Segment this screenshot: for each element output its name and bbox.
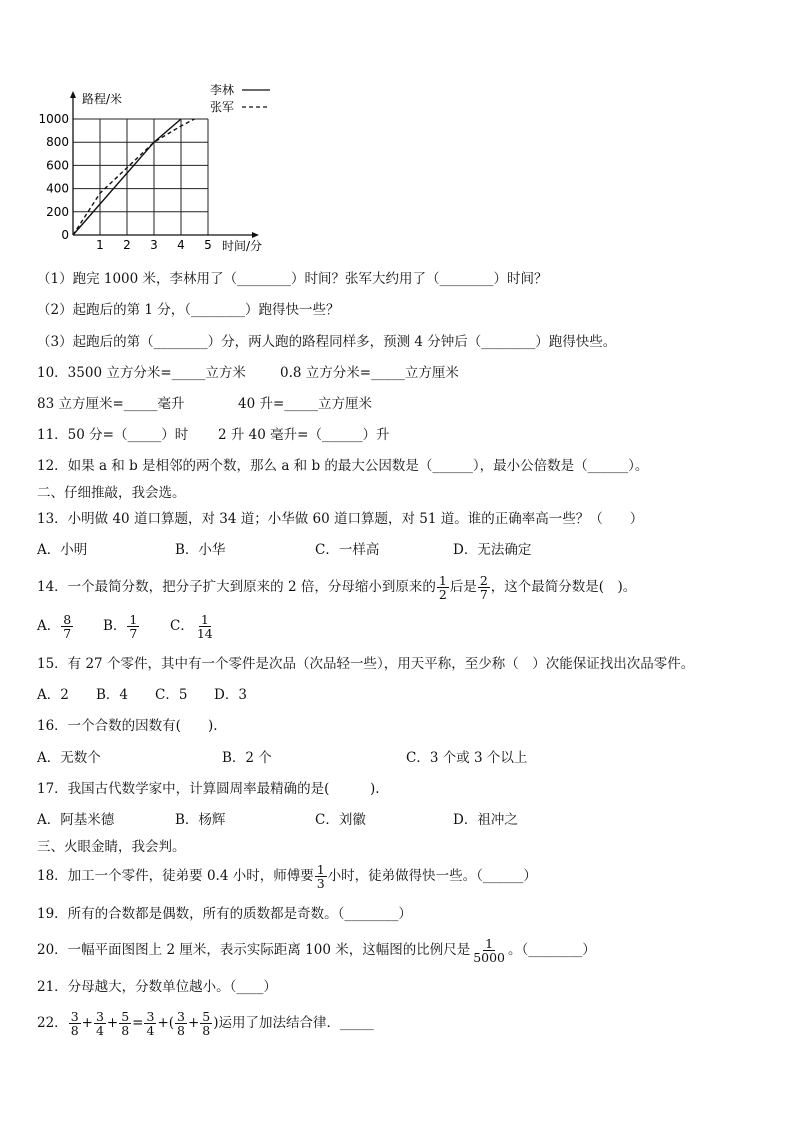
q14-option-b bbox=[103, 611, 140, 641]
q22-fraction-e-numerator: 3 bbox=[177, 1009, 185, 1024]
q13-option-a: A．小明 bbox=[37, 542, 88, 558]
q15-text: 15．有 27 个零件，其中有一个零件是次品（次品轻一些），用天平称，至少称（ ）次能保证找出次品零件。 bbox=[37, 656, 695, 672]
q22-fraction-e bbox=[175, 1010, 187, 1037]
x-tick-label: 4 bbox=[177, 238, 185, 252]
x-tick-label: 1 bbox=[96, 238, 104, 252]
q14-fraction-2-numerator: 2 bbox=[479, 573, 488, 588]
q22-fraction-c-denominator: 8 bbox=[121, 1023, 130, 1038]
q22-fraction-d bbox=[144, 1010, 156, 1037]
q18-text-part1: 18．加工一个零件，徒弟要 0.4 小时，师傅要 bbox=[37, 868, 314, 884]
q14-fraction-1 bbox=[437, 574, 449, 601]
x-tick-label: 3 bbox=[150, 238, 158, 252]
q18-fraction bbox=[315, 863, 327, 890]
q22-op-2: + bbox=[106, 1015, 119, 1031]
q14-option-a-label: A． bbox=[37, 618, 61, 634]
q14-text-part1: 14．一个最简分数，把分子扩大到原来的 2 倍，分母缩小到原来的 bbox=[37, 579, 436, 595]
q17-option-d: D．祖冲之 bbox=[453, 812, 518, 828]
q22-fraction-c bbox=[119, 1010, 131, 1037]
q22-fraction-a-numerator: 3 bbox=[70, 1009, 79, 1024]
q22-fraction-b bbox=[94, 1010, 106, 1037]
q18-fraction-numerator: 1 bbox=[316, 862, 325, 877]
q17-text: 17．我国古代数学家中，计算圆周率最精确的是( ). bbox=[37, 781, 380, 797]
y-tick-label: 1000 bbox=[38, 112, 69, 126]
q22-fraction-a bbox=[69, 1010, 81, 1037]
q15-option-d: D．3 bbox=[214, 687, 247, 703]
q14-option-a bbox=[37, 611, 74, 641]
distance-time-chart bbox=[30, 80, 290, 260]
q22-op-close: ) bbox=[213, 1015, 219, 1031]
q20-fraction-denominator: 5000 bbox=[473, 950, 506, 965]
q16-option-b: B．2 个 bbox=[222, 750, 272, 766]
x-tick-label: 2 bbox=[123, 238, 131, 252]
q22 bbox=[37, 1008, 374, 1038]
y-tick-label: 400 bbox=[46, 181, 69, 196]
q14-option-b-numerator: 1 bbox=[129, 612, 138, 627]
x-tick-label: 5 bbox=[204, 238, 212, 252]
q9-part3: （3）起跑后的第（________）分，两人跑的路程同样多，预测 4 分钟后（________）跑得快些。 bbox=[37, 334, 617, 350]
q22-fraction-c-numerator: 5 bbox=[121, 1009, 130, 1024]
q14-option-c bbox=[170, 611, 216, 641]
q15-option-b: B．4 bbox=[96, 687, 129, 703]
q22-text-part2: 运用了加法结合律．_____ bbox=[218, 1015, 374, 1031]
q10-c: 83 立方厘米=_____毫升 bbox=[37, 396, 185, 412]
q14-option-c-numerator: 1 bbox=[200, 612, 209, 627]
legend-label-zhangjun: 张军 bbox=[210, 100, 235, 114]
q10-d: 40 升=_____立方厘米 bbox=[238, 396, 373, 412]
q20 bbox=[37, 935, 596, 965]
y-tick-label: 0 bbox=[61, 228, 69, 242]
q21: 21．分母越大，分数单位越小。（____） bbox=[37, 979, 277, 995]
q22-fraction-d-denominator: 4 bbox=[146, 1023, 155, 1038]
q20-fraction-numerator: 1 bbox=[485, 936, 494, 951]
q9-part1: （1）跑完 1000 米，李林用了（________）时间？张军大约用了（________）时间？ bbox=[37, 271, 548, 287]
q14-text bbox=[37, 572, 636, 602]
section-2-heading: 二、仔细推敲，我会选。 bbox=[37, 485, 186, 501]
q22-op-1: + bbox=[81, 1015, 93, 1031]
q13-option-d: D．无法确定 bbox=[453, 542, 532, 558]
legend-label-lilin: 李林 bbox=[210, 83, 235, 97]
q22-op-3: +( bbox=[157, 1015, 175, 1031]
q10-b: 0.8 立方分米=_____立方厘米 bbox=[280, 365, 459, 381]
q14-option-b-fraction bbox=[127, 613, 139, 640]
q20-fraction bbox=[471, 937, 507, 964]
q15-option-a: A．2 bbox=[37, 687, 69, 703]
q14-option-b-label: B． bbox=[103, 618, 127, 634]
x-axis-arrow bbox=[252, 232, 259, 238]
q14-fraction-2 bbox=[478, 574, 490, 601]
legend bbox=[210, 82, 270, 114]
q15-option-c: C．5 bbox=[155, 687, 188, 703]
y-tick-label: 200 bbox=[46, 204, 69, 219]
series-line-zhangjun bbox=[73, 119, 195, 235]
q22-fraction-f-denominator: 8 bbox=[202, 1023, 211, 1038]
q20-text-part1: 20．一幅平面图图上 2 厘米，表示实际距离 100 米，这幅图的比例尺是 bbox=[37, 942, 471, 958]
q22-fraction-b-numerator: 3 bbox=[95, 1009, 104, 1024]
q17-option-b: B．杨辉 bbox=[175, 812, 226, 828]
q14-text-part3: ，这个最简分数是( )。 bbox=[490, 579, 637, 595]
q22-number: 22． bbox=[37, 1015, 68, 1031]
q18-text-part2: 小时，徒弟做得快一些。（______） bbox=[327, 868, 537, 884]
y-axis-label: 路程/米 bbox=[82, 92, 123, 106]
q11-a: 11．50 分=（_____）时 bbox=[37, 427, 189, 443]
q13-option-c: C．一样高 bbox=[315, 542, 380, 558]
q22-op-eq: = bbox=[132, 1015, 144, 1031]
q12: 12．如果 a 和 b 是相邻的两个数，那么 a 和 b 的最大公因数是（______），最小公倍数是（______）。 bbox=[37, 458, 649, 474]
q17-option-c: C．刘徽 bbox=[315, 812, 366, 828]
q19: 19．所有的合数都是偶数，所有的质数都是奇数。（________） bbox=[37, 906, 412, 922]
q22-fraction-b-denominator: 4 bbox=[95, 1023, 104, 1038]
q16-text: 16．一个合数的因数有( ). bbox=[37, 718, 218, 734]
q17-option-a: A．阿基米德 bbox=[37, 812, 115, 828]
y-tick-label: 800 bbox=[46, 135, 69, 150]
q14-option-a-fraction bbox=[61, 613, 73, 640]
section-3-heading: 三、火眼金睛，我会判。 bbox=[37, 839, 186, 855]
q18-fraction-denominator: 3 bbox=[316, 876, 325, 891]
x-axis-label: 时间/分 bbox=[222, 239, 263, 253]
q22-fraction-f-numerator: 5 bbox=[202, 1009, 211, 1024]
q18 bbox=[37, 861, 537, 891]
q20-text-part2: 。（________） bbox=[508, 942, 596, 958]
q14-fraction-1-numerator: 1 bbox=[438, 573, 447, 588]
q13-option-b: B．小华 bbox=[175, 542, 226, 558]
q9-part2: （2）起跑后的第 1 分，（________）跑得快一些？ bbox=[37, 302, 340, 318]
q22-fraction-d-numerator: 3 bbox=[146, 1009, 155, 1024]
q14-option-a-numerator: 8 bbox=[63, 612, 72, 627]
y-tick-label: 600 bbox=[46, 158, 69, 173]
q11-b: 2 升 40 毫升=（______）升 bbox=[218, 427, 390, 443]
q13-text: 13．小明做 40 道口算题，对 34 道；小华做 60 道口算题，对 51 道。谁的正确率高一些？（ ） bbox=[37, 511, 644, 527]
q22-fraction-a-denominator: 8 bbox=[70, 1023, 79, 1038]
q14-option-c-fraction bbox=[195, 613, 215, 640]
q14-option-c-denominator: 14 bbox=[196, 626, 213, 641]
q22-op-4: + bbox=[187, 1015, 200, 1031]
y-axis-arrow bbox=[70, 91, 76, 98]
q10-a: 10．3500 立方分米=_____立方米 bbox=[37, 365, 246, 381]
q16-option-c: C．3 个或 3 个以上 bbox=[406, 750, 528, 766]
q14-text-part2: 后是 bbox=[449, 579, 477, 595]
q14-option-c-label: C． bbox=[170, 618, 194, 634]
q14-option-a-denominator: 7 bbox=[63, 626, 72, 641]
q14-option-b-denominator: 7 bbox=[129, 626, 138, 641]
q22-fraction-f bbox=[200, 1010, 212, 1037]
q22-fraction-e-denominator: 8 bbox=[177, 1023, 185, 1038]
q14-fraction-2-denominator: 7 bbox=[479, 587, 488, 602]
q16-option-a: A．无数个 bbox=[37, 750, 101, 766]
q14-fraction-1-denominator: 2 bbox=[438, 587, 447, 602]
